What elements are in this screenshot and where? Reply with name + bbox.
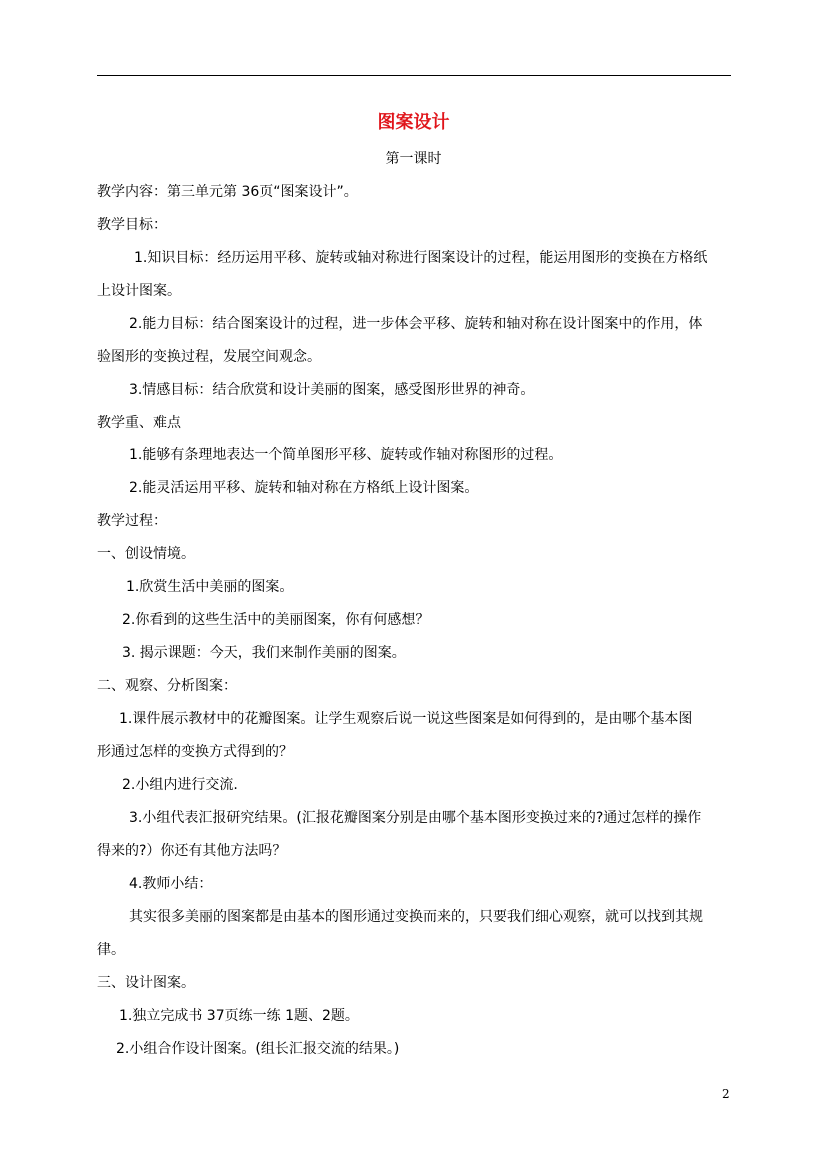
page-number: 2 (722, 1087, 730, 1101)
summary-line-2: 律。 (97, 942, 125, 958)
key-point-1: 1.能够有条理地表达一个简单图形平移、旋转或作轴对称图形的过程。 (129, 447, 563, 463)
key-points-heading: 教学重、难点 (97, 415, 181, 431)
section-2-item-3-line-2: 得来的?）你还有其他方法吗？ (97, 843, 287, 859)
section-2-heading: 二、观察、分析图案： (97, 678, 237, 694)
section-1-heading: 一、创设情境。 (97, 546, 195, 562)
section-2-item-3-line-1: 3.小组代表汇报研究结果。(汇报花瓣图案分别是由哪个基本图形变换过来的?通过怎样的操作 (129, 810, 702, 826)
summary-line-1: 其实很多美丽的图案都是由基本的图形通过变换而来的，只要我们细心观察，就可以找到其规 (129, 909, 703, 925)
section-2-item-1-line-1: 1.课件展示教材中的花瓣图案。让学生观察后说一说这些图案是如何得到的，是由哪个基本图 (119, 711, 693, 727)
section-2-item-2: 2.小组内进行交流. (122, 777, 238, 793)
section-1-item-2: 2.你看到的这些生活中的美丽图案，你有何感想？ (122, 612, 430, 628)
goal-3: 3.情感目标：结合欣赏和设计美丽的图案，感受图形世界的神奇。 (129, 382, 535, 398)
section-1-item-1: 1.欣赏生活中美丽的图案。 (126, 579, 294, 595)
document-subtitle: 第一课时 (385, 151, 442, 167)
section-1-item-3: 3. 揭示课题：今天，我们来制作美丽的图案。 (122, 645, 406, 661)
section-3-item-1: 1.独立完成书 37页练一练 1题、2题。 (119, 1008, 359, 1024)
goals-heading: 教学目标： (97, 217, 167, 233)
goal-2-line-1: 2.能力目标：结合图案设计的过程，进一步体会平移、旋转和轴对称在设计图案中的作用，体 (129, 316, 703, 332)
section-2-item-4: 4.教师小结： (129, 876, 213, 892)
goal-1-line-2: 上设计图案。 (97, 283, 181, 299)
document-title: 图案设计 (377, 112, 450, 133)
header-rule (97, 75, 731, 76)
section-3-heading: 三、设计图案。 (97, 975, 195, 991)
process-heading: 教学过程： (97, 513, 167, 529)
section-2-item-1-line-2: 形通过怎样的变换方式得到的？ (97, 744, 293, 760)
teaching-content: 教学内容：第三单元第 36页“图案设计”。 (97, 184, 358, 200)
goal-1-line-1: 1.知识目标：经历运用平移、旋转或轴对称进行图案设计的过程，能运用图形的变换在方格纸 (134, 250, 708, 266)
key-point-2: 2.能灵活运用平移、旋转和轴对称在方格纸上设计图案。 (129, 480, 479, 496)
section-3-item-2: 2.小组合作设计图案。(组长汇报交流的结果。) (116, 1041, 400, 1057)
goal-2-line-2: 验图形的变换过程，发展空间观念。 (97, 349, 321, 365)
